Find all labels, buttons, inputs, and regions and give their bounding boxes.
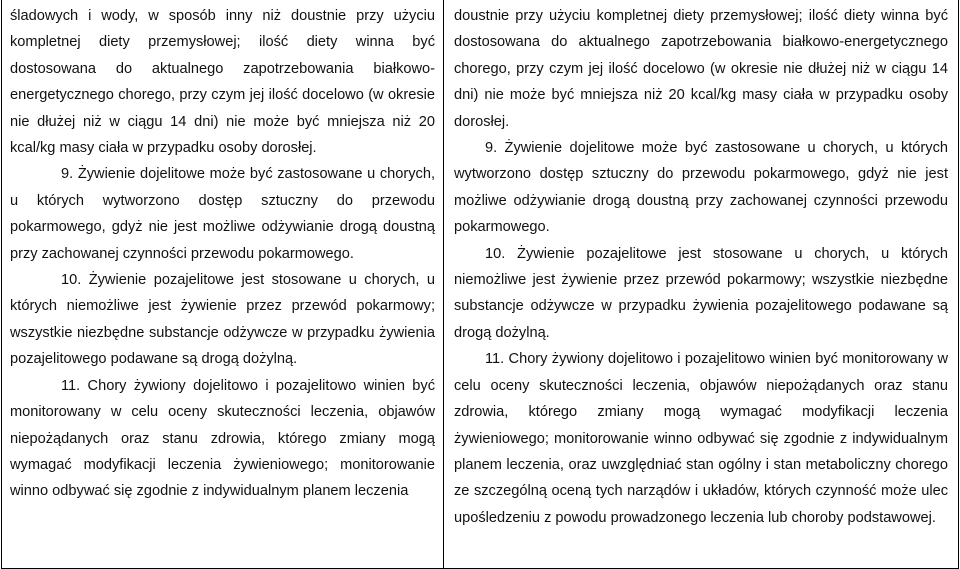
right-column-text xyxy=(444,0,958,531)
left-paragraph-2: 9. Żywienie dojelitowe może być zastosowane u chorych, u których wytworzono dostęp sztuczny do przewodu pokarmowego, gdyż nie jest możliwe odżywianie drogą doustną przy zachowanej czynności przewodu pokarmowego. xyxy=(10,166,435,262)
left-column-cell xyxy=(2,0,444,569)
left-paragraph-4: 11. Chory żywiony dojelitowo i pozajelitowo winien być monitorowany w celu oceny skuteczności leczenia, objawów niepożądanych oraz stanu zdrowia, którego zmiany mogą wymagać modyfikacji leczenia żywieniowego; monitorowanie winno odbywać się zgodnie z indywidualnym planem leczenia xyxy=(10,377,435,500)
right-paragraph-3: 10. Żywienie pozajelitowe jest stosowane u chorych, u których niemożliwe jest żywienie przez przewód pokarmowy; wszystkie niezbędne substancje odżywcze w przypadku żywienia pozajelitowego podawane są drogą dożylną. xyxy=(454,245,948,341)
left-paragraph-3: 10. Żywienie pozajelitowe jest stosowane u chorych, u których niemożliwe jest żywienie przez przewód pokarmowy; wszystkie niezbędne substancje odżywcze w przypadku żywienia pozajelitowego podawane są drogą dożylną. xyxy=(10,272,435,368)
right-paragraph-2: 9. Żywienie dojelitowe może być zastosowane u chorych, u których wytworzono dostęp sztuczny do przewodu pokarmowego, gdyż nie jest możliwe odżywianie drogą doustną przy zachowanej czynności przewodu pokarmowego. xyxy=(454,140,948,236)
left-paragraph-1: śladowych i wody, w sposób inny niż doustnie przy użyciu kompletnej diety przemysłowej; ilość diety winna być dostosowana do aktualnego zapotrzebowania białkowo-energetycznego chorego, przy czym jej ilość docelowo (w okresie nie dłużej niż w ciągu 14 dni) nie może być mniejsza niż 20 kcal/kg masy ciała w przypadku osoby dorosłej. xyxy=(10,8,435,157)
table-row xyxy=(2,0,959,569)
right-paragraph-4: 11. Chory żywiony dojelitowo i pozajelitowo winien być monitorowany w celu oceny skuteczności leczenia, objawów niepożądanych oraz stanu zdrowia, którego zmiany mogą wymagać modyfikacji leczenia żywieniowego; monitorowanie winno odbywać się zgodnie z indywidualnym planem leczenia, oraz uwzględniać stan ogólny i stan metaboliczny chorego ze szczególną oceną tych narządów i układów, których czynność może ulec upośledzeniu z powodu prowadzonego leczenia lub choroby podstawowej. xyxy=(454,351,948,526)
left-column-text xyxy=(2,0,443,505)
right-column-cell xyxy=(444,0,959,569)
comparison-table xyxy=(1,0,959,569)
right-paragraph-1: doustnie przy użyciu kompletnej diety przemysłowej; ilość diety winna być dostosowana do aktualnego zapotrzebowania białkowo-energetycznego chorego, przy czym jej ilość docelowo (w okresie nie dłużej niż w ciągu 14 dni) nie może być mniejsza niż 20 kcal/kg masy ciała w przypadku osoby dorosłej. xyxy=(454,8,948,130)
